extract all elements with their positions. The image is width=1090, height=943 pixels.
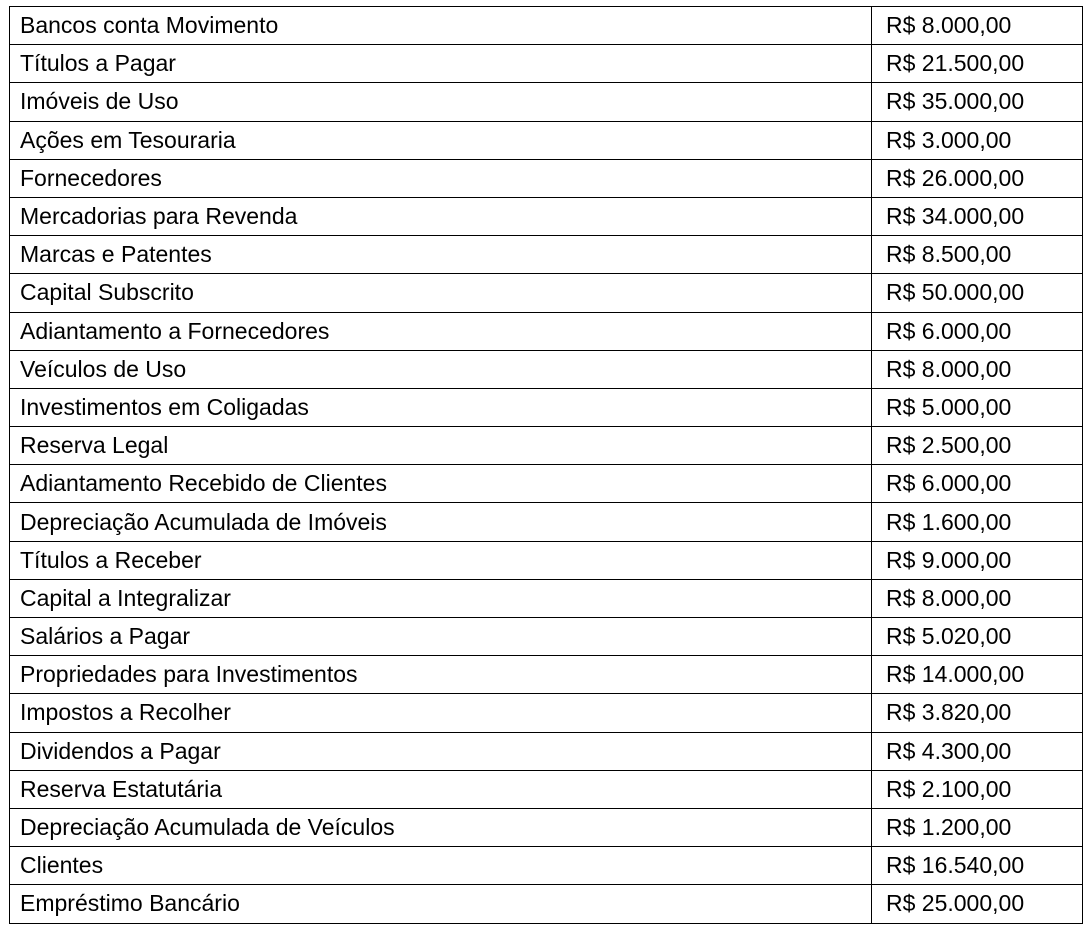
table-row [10,694,1083,732]
table-row [10,732,1083,770]
account-value-cell: R$ 50.000,00 [872,274,1083,312]
table-row [10,121,1083,159]
account-value-cell: R$ 8.000,00 [872,7,1083,45]
account-value-cell: R$ 2.100,00 [872,770,1083,808]
account-value-cell: R$ 25.000,00 [872,885,1083,923]
account-name-cell: Veículos de Uso [10,350,872,388]
account-value-cell: R$ 34.000,00 [872,197,1083,235]
account-value-cell: R$ 21.500,00 [872,45,1083,83]
table-row [10,770,1083,808]
account-name-cell: Propriedades para Investimentos [10,656,872,694]
account-value-cell: R$ 3.000,00 [872,121,1083,159]
account-name-cell: Depreciação Acumulada de Imóveis [10,503,872,541]
account-value-cell: R$ 16.540,00 [872,847,1083,885]
table-row [10,847,1083,885]
account-name-cell: Clientes [10,847,872,885]
table-row [10,274,1083,312]
account-value-cell: R$ 26.000,00 [872,159,1083,197]
table-row [10,350,1083,388]
account-name-cell: Dividendos a Pagar [10,732,872,770]
account-value-cell: R$ 8.000,00 [872,350,1083,388]
table-row [10,312,1083,350]
account-name-cell: Fornecedores [10,159,872,197]
table-row [10,159,1083,197]
accounts-table-body [10,7,1083,924]
account-name-cell: Bancos conta Movimento [10,7,872,45]
account-name-cell: Empréstimo Bancário [10,885,872,923]
account-value-cell: R$ 1.600,00 [872,503,1083,541]
table-row [10,197,1083,235]
table-row [10,388,1083,426]
account-value-cell: R$ 9.000,00 [872,541,1083,579]
account-value-cell: R$ 6.000,00 [872,312,1083,350]
table-row [10,618,1083,656]
account-value-cell: R$ 6.000,00 [872,465,1083,503]
account-name-cell: Ações em Tesouraria [10,121,872,159]
account-name-cell: Adiantamento a Fornecedores [10,312,872,350]
account-value-cell: R$ 1.200,00 [872,808,1083,846]
account-value-cell: R$ 3.820,00 [872,694,1083,732]
table-row [10,7,1083,45]
account-name-cell: Adiantamento Recebido de Clientes [10,465,872,503]
account-name-cell: Marcas e Patentes [10,236,872,274]
table-row [10,83,1083,121]
account-value-cell: R$ 2.500,00 [872,427,1083,465]
account-value-cell: R$ 14.000,00 [872,656,1083,694]
account-name-cell: Títulos a Pagar [10,45,872,83]
account-value-cell: R$ 5.000,00 [872,388,1083,426]
table-row [10,579,1083,617]
table-row [10,541,1083,579]
account-name-cell: Salários a Pagar [10,618,872,656]
account-name-cell: Capital Subscrito [10,274,872,312]
account-value-cell: R$ 8.500,00 [872,236,1083,274]
account-value-cell: R$ 5.020,00 [872,618,1083,656]
table-row [10,808,1083,846]
account-name-cell: Imóveis de Uso [10,83,872,121]
table-row [10,885,1083,923]
table-row [10,503,1083,541]
account-name-cell: Investimentos em Coligadas [10,388,872,426]
accounts-table [9,6,1083,924]
table-row [10,236,1083,274]
table-row [10,45,1083,83]
table-row [10,465,1083,503]
account-name-cell: Mercadorias para Revenda [10,197,872,235]
account-name-cell: Depreciação Acumulada de Veículos [10,808,872,846]
account-name-cell: Reserva Legal [10,427,872,465]
account-name-cell: Títulos a Receber [10,541,872,579]
account-name-cell: Impostos a Recolher [10,694,872,732]
account-name-cell: Reserva Estatutária [10,770,872,808]
account-value-cell: R$ 35.000,00 [872,83,1083,121]
table-row [10,427,1083,465]
account-name-cell: Capital a Integralizar [10,579,872,617]
account-value-cell: R$ 4.300,00 [872,732,1083,770]
account-value-cell: R$ 8.000,00 [872,579,1083,617]
table-row [10,656,1083,694]
